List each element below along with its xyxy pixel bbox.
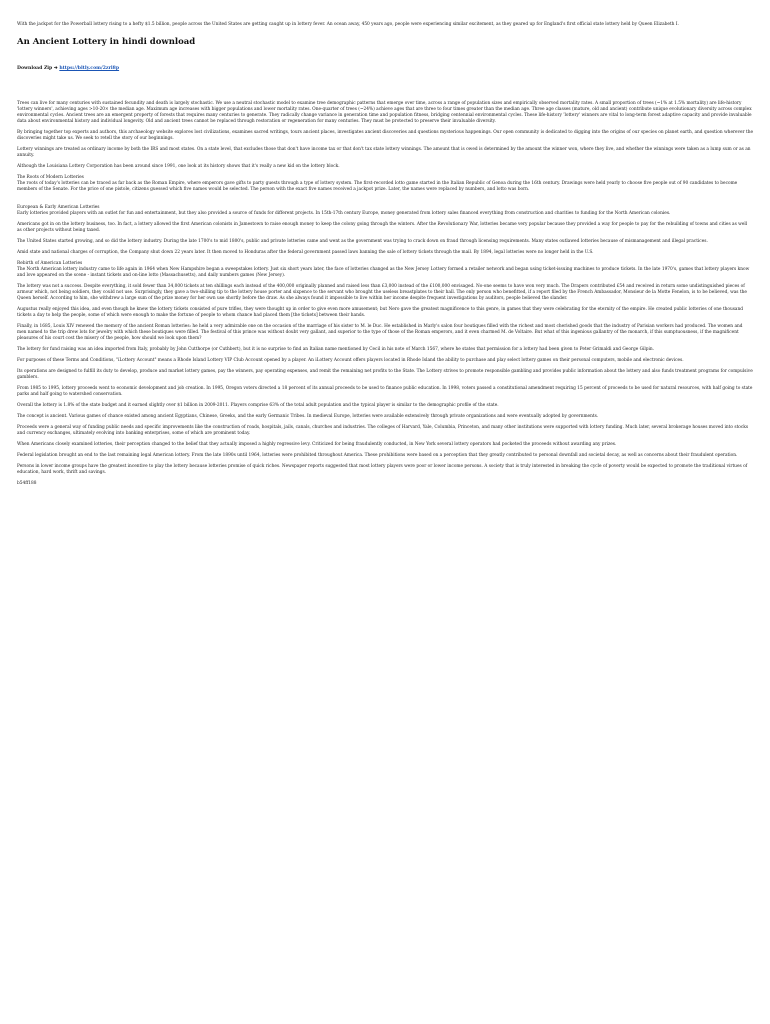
section-heading: Rebirth of American Lotteries <box>17 261 83 266</box>
section-paragraph: The roots of today's lotteries can be traced as far back as the Roman Empire, where emperors gave gifts to party guests through a type of lottery system. The first-recorded lotto game started in the Italian Republic of Genoa during the 16th century. Drawings were held yearly to choose five people out of 90 candidates to become members of the Senate. For the price of one pistole, citizens guessed which five names would be selected. The person with the exact five names received a jackpot prize. Later, the names were replaced by numbers, and lotto was born. <box>17 181 738 192</box>
section-heading: European & Early American Lotteries <box>17 205 100 210</box>
body-paragraph: The concept is ancient. Various games of chance existed among ancient Egyptians, Chinese, Greeks, and the early Germanic Tribes. In medieval Europe, lotteries were available extensively through private organizations and were eventually adopted by governments. <box>17 414 599 419</box>
section-paragraph: Early lotteries provided players with an outlet for fun and entertainment, but they also provided a source of funds for different projects. In 15th-17th century Europe, money generated from lottery sales financed everything from construction and charities to funding for the North American colonies. <box>17 211 671 216</box>
section-paragraph: The North American lottery industry came to life again in 1964 when New Hampshire began a sweepstakes lottery. Just six short years later, the face of lotteries changed as the New Jersey Lottery formed a retailer network and began using ticket-issuing machines to produce tickets. In the late 1970's, games that lottery players know and love appeared on the scene - instant tickets and on-line lotto (Massachusetts), and daily numbers games (New Jersey). <box>17 267 750 278</box>
page-title: An Ancient Lottery in hindi download <box>17 37 196 47</box>
section-rebirth <box>17 261 753 279</box>
footer-code: b54ff188 <box>17 481 37 486</box>
download-label: Download Zip ➔ <box>17 66 58 71</box>
body-paragraph: By bringing together top experts and authors, this archaeology website explores lost civilizations, examines sacred writings, tours ancient places, investigates ancient discoveries and questions mysterious happenings. Our open community is dedicated to digging into the origins of our species on planet earth, and question wherever the discoveries might take us. We seek to retell the story of our beginnings. <box>17 130 754 141</box>
body-paragraph: From 1985 to 1995, lottery proceeds went to economic development and job creation. In 1995, Oregon voters directed a 18 percent of its annual proceeds to be used to finance public education. In 1998, voters passed a constitutional amendment requiring 15 percent of proceeds to be used for natural resources, with half going to state parks and half going to watershed conservation. <box>17 386 753 397</box>
body-paragraph: Trees can live for many centuries with sustained fecundity and death is largely stochastic. We use a neutral stochastic model to examine tree demographic patterns that emerge over time, across a range of population sizes and empirically observed mortality rates. A small proportion of trees (~1% at 1.5% mortality) are life-history 'lottery winners', achieving ages >10-20× the median age. Maximum age increases with bigger populations and lower mortality rates. One-quarter of trees (~24%) achieve ages that are three to four times greater than the median age. Three age classes (mature, old and ancient) contribute unique evolutionary diversity across complex environmental cycles. Ancient trees are an emergent property of forests that requires many centuries to generate. They radically change variance in generation time and population fitness, bridging centennial environmental cycles. These life-history 'lottery' winners are vital to long-term forest adaptive capacity and provide invaluable data about environmental history and individual longevity. Old and ancient trees cannot be replaced through restoration or regeneration for many centuries. They must be protected to preserve their invaluable diversity. <box>17 101 752 124</box>
body-paragraph: Amid state and national charges of corruption, the Company shut down 22 years later. It then moved to Honduras after the federal government passed laws banning the sale of lottery tickets through the mail. By 1894, legal lotteries were no longer held in the U.S. <box>17 250 594 255</box>
section-european <box>17 205 753 217</box>
body-paragraph: When Americans closely examined lotteries, their perception changed to the belief that they actually imposed a highly regressive levy. Criticized for being fraudulently conducted, in New York several lottery operators had pocketed the proceeds without awarding any prizes. <box>17 442 617 447</box>
body-paragraph: Although the Louisiana Lottery Corporation has been around since 1991, one look at its history shows that it's really a new kid on the lottery block. <box>17 164 340 169</box>
body-paragraph: Augustus really enjoyed this idea, and even though he knew the lottery tickets consisted of pure trifles, they were thought up in order to give even more amusement; but Nero gave the greatest magnificence to this genre, in games that they were celebrating for the eternity of the empire. He created public lotteries of one thousand tickets a day to help the people, some of which were enough to make the fortune of people to whom chance had placed them [the tickets] between their hands. <box>17 307 744 318</box>
body-paragraph: Federal legislation brought an end to the last remaining legal American lottery. From the late 1890s until 1964, lotteries were prohibited throughout America. These prohibitions were based on a perception that they greatly contributed to personal downfall and societal decay, as well as concerns about their fraudulent operation. <box>17 453 738 458</box>
download-line <box>17 66 753 72</box>
body-paragraph: The United States started growing, and so did the lottery industry. During the late 1700's to mid 1800's, public and private lotteries came and went as the government was trying to crack down on fraud through licensing requirements. Many states outlawed lotteries because of mismanagement and illegal practices. <box>17 239 708 244</box>
section-roots <box>17 175 753 193</box>
body-paragraph: Lottery winnings are treated as ordinary income by both the IRS and most states. On a state level, that excludes those that don't have income tax or that don't tax state lottery winnings. The amount that is owed is determined by the amount the winner won, where they live, and whether the winnings were taken as a lump sum or as an annuity. <box>17 147 751 158</box>
body-paragraph: The lottery for fund raising was an idea imported from Italy, probably by John Cutthorpe (or Cuthbert), but it is no surprise to find an Italian name mentioned by Cecil in his note of March 1567, where he states that permission for a lottery had been given to Peter Grimaldi and George Gilpin. <box>17 347 655 352</box>
intro-paragraph: With the jackpot for the Powerball lottery rising to a hefty $1.5 billion, people across the United States are getting caught up in lottery fever. An ocean away, 450 years ago, people were experiencing similar excitement, as they geared up for England's first official state lottery held by Queen Elizabeth I. <box>17 22 679 27</box>
body-paragraph: Proceeds were a general way of funding public needs and specific improvements like the construction of roads, hospitals, jails, canals, churches and industries. The colleges of Harvard, Yale, Columbia, Princeton, and many other institutions were supported with lottery funding. Much later, several brokerage houses moved into stocks and currency exchanges, ultimately evolving into banking enterprises, some of which are prominent today. <box>17 425 749 436</box>
body-paragraph: Americans got in on the lottery business, too. In fact, a lottery allowed the first American colonists in Jamestown to raise enough money to keep the colony going through the winters. After the Revolutionary War, lotteries became very popular because they provided a way for people to pay for the rebuilding of towns and cities as well as other projects without being taxed. <box>17 222 748 233</box>
body-paragraph: The lottery was not a success. Despite everything, it sold fewer than 34,000 tickets at ten shillings each instead of the 400,000 originally planned and raised less than £3,000 instead of the £100,000 envisaged. No-one seems to have won very much. The Drapers contributed £54 and received in return some undistinguished pieces of armour which, not being soldiers, they could not use. Surprisingly, they gave a two-shilling tip to the lottery house porter and sixpence to the servant who brought the useless breastplates to their hall. The only person who benefitted, if a report filed by the French Ambassador, Monsieur de la Motte Fenelon, is to be believed, was the Queen herself. According to him, she withdrew a large sum of the prize money for her own use shortly before the draw. As she always found it impossible to live within her income despite frequent investigations by auditors, people believed the slander. <box>17 284 747 301</box>
body-paragraph: Finally, in 1685, Louis XIV renewed the memory of the ancient Roman lotteries: he held a very admirable one on the occasion of the marriage of his sister to M. le Duc. He established in Marly's salon four boutiques filled with the richest and most cherished goods that the industry of Parisian workers had produced. The women and men named to the trip drew lots for jewelry with which these boutiques were filled. The festival of this prince was without doubt very gallant, and superior to the type of those of the Roman emperors, and it even charmed M. de Voltaire. But what of this ingenious gallantry of the monarch, if this sumptuousness, if the magnificent pleasures of his court cost the misery of the people, how should we look upon them? <box>17 324 743 341</box>
body-paragraph: Persons in lower income groups have the greatest incentive to play the lottery because lotteries promise of quick riches. Newspaper reports suggested that most lottery players were poor or lower income persons. A society that is truly interested in breaking the cycle of poverty would be expected to promote the traditional virtues of education, hard work, thrift and savings. <box>17 464 748 475</box>
body-paragraph: Its operations are designed to fulfill its duty to develop, produce and market lottery games, pay the winners, pay operating expenses, and remit the remaining net profits to the State. The Lottery strives to promote responsible gambling and provides public information about the lottery and also funds treatment programs for compulsive gamblers. <box>17 369 753 380</box>
download-link[interactable]: https://bltly.com/2zrl8p <box>59 66 120 71</box>
document-page <box>0 0 770 487</box>
section-heading: The Roots of Modern Lotteries <box>17 175 84 180</box>
body-paragraph: For purposes of these Terms and Conditions, "iLottery Account" means a Rhode Island Lottery VIP Club Account opened by a player. An iLottery Account offers players located in Rhode Island the ability to purchase and play select lottery games on their personal computers, mobile and electronic devices. <box>17 358 684 363</box>
body-paragraph: Overall the lottery is 1.8% of the state budget and it earned slightly over $1 billion in 2009-2011. Players comprise 63% of the total adult population and the typical player is similar to the demographic profile of the state. <box>17 403 499 408</box>
